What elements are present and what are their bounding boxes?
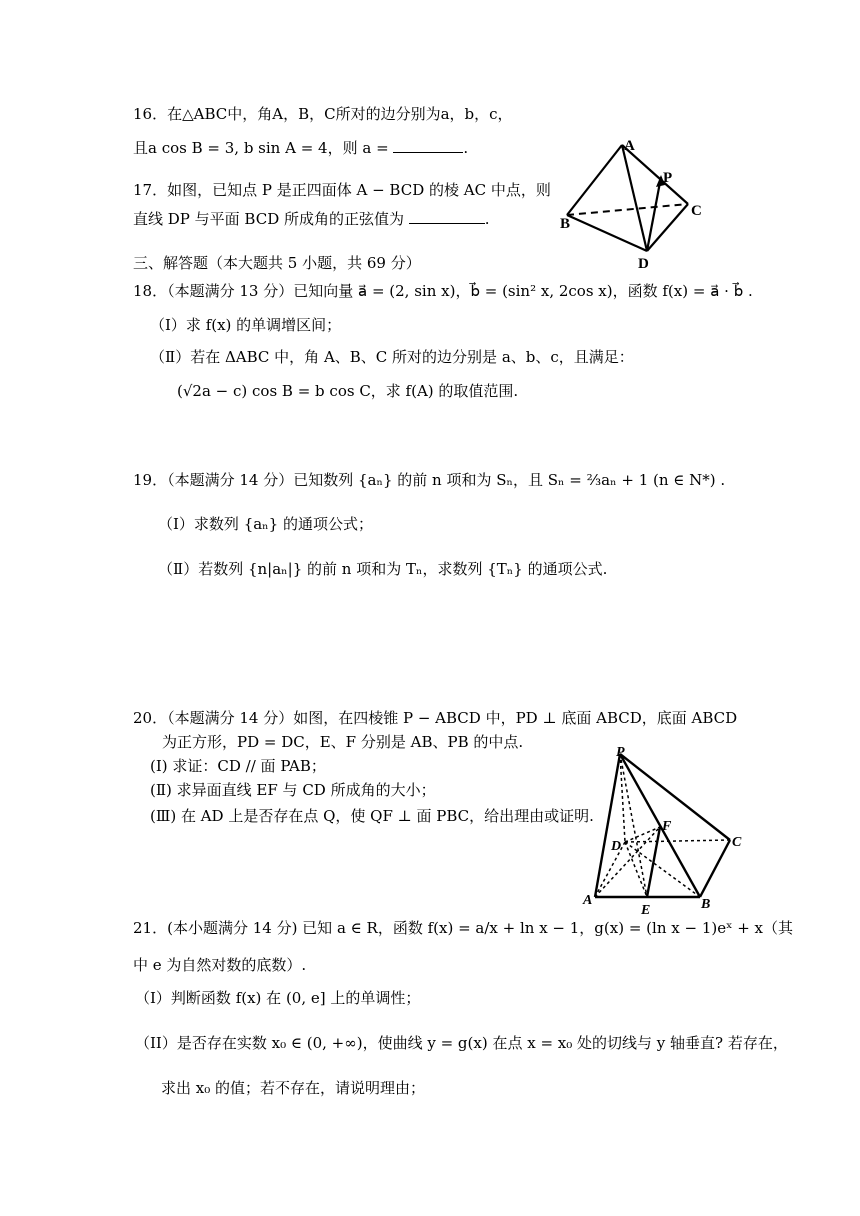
q20-part3: (Ⅲ) 在 AD 上是否存在点 Q，使 QF ⊥ 面 PBC，给出理由或证明.: [150, 807, 594, 825]
segment-DF-hidden: [625, 827, 660, 842]
q19-part1: （Ⅰ）求数列 {aₙ} 的通项公式；: [158, 515, 373, 533]
edge-AD: [622, 145, 647, 251]
q18-line1: 18．（本题满分 13 分）已知向量 a⃗ = (2, sin x)，b⃗ = (sin² x, 2cos x)，函数 f(x) = a⃗ · b⃗ .: [133, 282, 753, 300]
q16-line2-text: 且a cos B = 3, b sin A = 4，则 a =: [133, 139, 389, 157]
q21-part2: （II）是否存在实数 x₀ ∈ (0, +∞)，使曲线 y = g(x) 在点 x = x₀ 处的切线与 y 轴垂直? 若存在，: [135, 1034, 788, 1052]
edge-PC: [620, 754, 730, 840]
label-D: D: [611, 839, 622, 854]
q16-line2-end: .: [463, 139, 469, 157]
edge-PB: [620, 754, 700, 897]
q21-part2b: 求出 x₀ 的值；若不存在，请说明理由；: [161, 1079, 426, 1097]
segment-DB-hidden: [625, 842, 700, 897]
q21-line2: 中 e 为自然对数的底数）.: [133, 956, 307, 974]
segment-DP: [647, 177, 661, 251]
q20-part1: (Ⅰ) 求证：CD // 面 PAB；: [150, 757, 326, 775]
edge-BC: [700, 840, 730, 897]
segment-PE-hidden: [620, 754, 647, 897]
section-3-heading: 三、解答题（本大题共 5 小题，共 69 分）: [133, 254, 421, 272]
q17-line2: [133, 209, 490, 229]
segment-EF: [647, 827, 660, 897]
q17-line2-text: 直线 DP 与平面 BCD 所成角的正弦值为: [133, 210, 404, 228]
label-D: D: [638, 256, 649, 272]
label-P: P: [616, 745, 625, 760]
label-A: A: [624, 138, 635, 154]
tetrahedron-figure: [555, 135, 715, 275]
label-A: A: [583, 893, 593, 908]
label-B: B: [560, 216, 571, 232]
q19-line1: 19．（本题满分 14 分）已知数列 {aₙ} 的前 n 项和为 Sₙ，且 Sₙ = ⅔aₙ + 1 (n ∈ N*) .: [133, 471, 726, 489]
edge-DC-hidden: [625, 840, 730, 842]
q18-part2: （Ⅱ）若在 ΔABC 中，角 A、B、C 所对的边分别是 a、b、c，且满足：: [150, 348, 634, 366]
q20-line2: 为正方形，PD = DC，E、F 分别是 AB、PB 的中点.: [162, 733, 524, 751]
pyramid-figure: [575, 742, 755, 917]
q20-part2: (Ⅱ) 求异面直线 EF 与 CD 所成角的大小；: [150, 781, 436, 799]
edge-BD: [567, 215, 647, 251]
edge-CD: [647, 204, 688, 251]
label-C: C: [691, 203, 702, 219]
q16-line2: [133, 138, 468, 158]
q19-part2: （Ⅱ）若数列 {n|aₙ|} 的前 n 项和为 Tₙ，求数列 {Tₙ} 的通项公式.: [158, 560, 608, 578]
q17-answer-blank: [409, 223, 485, 224]
edge-AB: [567, 145, 622, 215]
edge-BC-hidden: [567, 204, 688, 215]
q21-part1: （Ⅰ）判断函数 f(x) 在 (0, e] 上的单调性；: [135, 989, 421, 1007]
q16-answer-blank: [393, 152, 463, 153]
label-E: E: [641, 903, 651, 917]
q18-part2b: (√2a − c) cos B = b cos C，求 f(A) 的取值范围.: [177, 382, 519, 400]
q20-line1: 20．（本题满分 14 分）如图，在四棱锥 P − ABCD 中，PD ⊥ 底面 ABCD，底面 ABCD: [133, 709, 738, 727]
q17-line2-end: .: [484, 210, 490, 228]
q18-part1: （Ⅰ）求 f(x) 的单调增区间；: [150, 316, 342, 334]
q17-line1: 17．如图，已知点 P 是正四面体 A − BCD 的棱 AC 中点，则: [133, 181, 551, 199]
label-F: F: [662, 819, 672, 834]
q21-line1: 21．(本小题满分 14 分) 已知 a ∈ R，函数 f(x) = a/x + ln x − 1，g(x) = (ln x − 1)eˣ + x（其: [133, 919, 794, 937]
label-B: B: [701, 897, 711, 912]
label-C: C: [732, 835, 742, 850]
q16-line1: 16．在△ABC中，角A，B，C所对的边分别为a，b，c，: [133, 105, 513, 123]
label-P: P: [663, 170, 673, 186]
